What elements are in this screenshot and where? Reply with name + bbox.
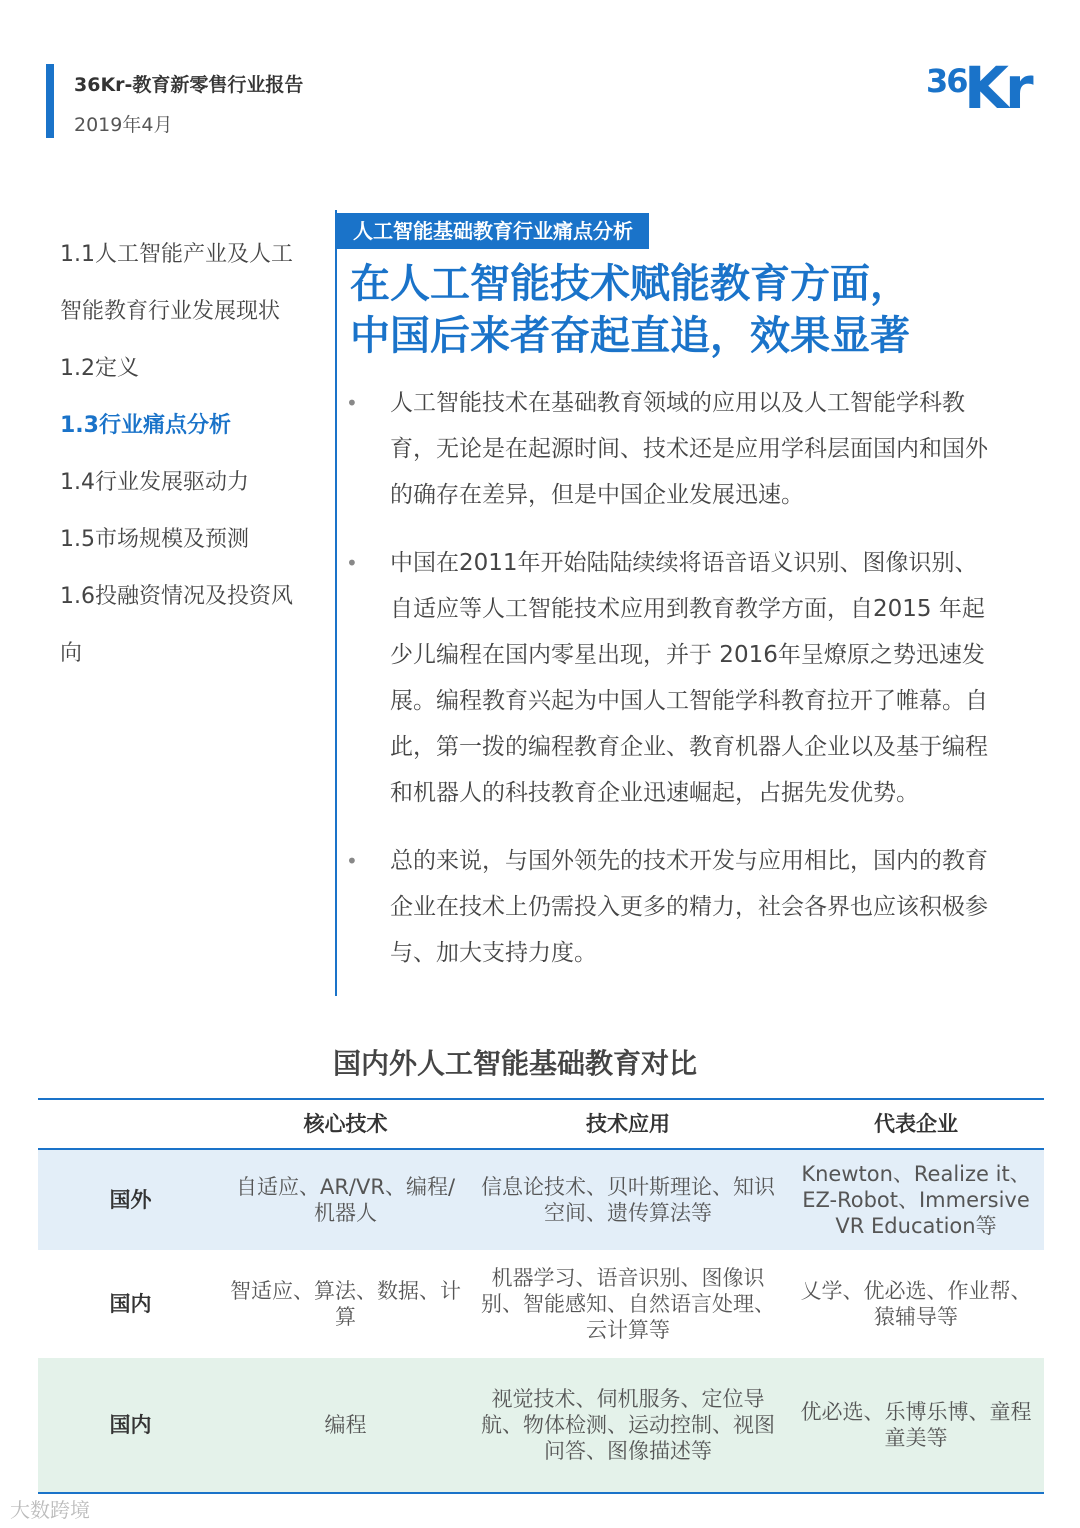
section-divider-line (335, 210, 337, 996)
table-cell: 优必选、乐博乐博、童程童美等 (800, 1400, 1032, 1450)
comparison-table (38, 1098, 1044, 1494)
report-title: 36Kr-教育新零售行业报告 (74, 74, 304, 96)
table-header-row (38, 1100, 1044, 1150)
table-cell: 乂学、优必选、作业帮、猿辅导等 (800, 1279, 1032, 1329)
bullet-dot-icon: • (346, 849, 358, 873)
table-cell: 机器学习、语音识别、图像识别、智能感知、自然语言处理、云计算等 (481, 1266, 775, 1342)
bullet-dot-icon: • (346, 391, 358, 415)
36kr-logo (920, 54, 1040, 126)
table-row (38, 1250, 1044, 1358)
header-cell: 核心技术 (303, 1112, 388, 1136)
toc-item-1-6[interactable]: 1.6投融资情况及投资风向 (60, 584, 293, 666)
page-headline (350, 258, 1050, 362)
table-row (38, 1150, 1044, 1250)
report-date: 2019年4月 (74, 114, 173, 136)
toc-item-1-5[interactable]: 1.5市场规模及预测 (60, 527, 249, 552)
logo-text: Kr (964, 54, 1030, 122)
table-cell: 视觉技术、伺机服务、定位导航、物体检测、运动控制、视图问答、图像描述等 (481, 1387, 775, 1463)
headline-line-2: 中国后来者奋起直追，效果显著 (350, 313, 910, 359)
header-cell: 技术应用 (586, 1112, 670, 1136)
bullet-text: 人工智能技术在基础教育领域的应用以及人工智能学科教育，无论是在起源时间、技术还是应用学科层面国内和国外的确存在差异，但是中国企业发展迅速。 (390, 390, 988, 508)
section-tag: 人工智能基础教育行业痛点分析 (337, 213, 649, 249)
table-cell: 智适应、算法、数据、计算 (230, 1279, 461, 1329)
row-label: 国外 (109, 1188, 152, 1212)
table-title: 国内外人工智能基础教育对比 (332, 1047, 697, 1080)
bullet-text: 中国在2011年开始陆陆续续将语音语义识别、图像识别、自适应等人工智能技术应用到教育教学方面，自2015 年起少儿编程在国内零星出现，并于 2016年呈燎原之势迅速发展。编程教育兴起为中国人工智能学科教育拉开了帷幕。自此，第一拨的编程教育企业、教育机器人企业以及基于编程和机器人的科技教育企业迅速崛起，占据先发优势。 (390, 550, 988, 806)
row-label: 国内 (109, 1292, 152, 1316)
bullet-list (346, 380, 996, 998)
header-accent-bar (46, 64, 54, 138)
table-cell: 自适应、AR/VR、编程/机器人 (235, 1175, 456, 1225)
bullet-dot-icon: • (346, 551, 358, 575)
toc-item-1-4[interactable]: 1.4行业发展驱动力 (60, 470, 249, 495)
bullet-item (346, 540, 996, 816)
toc-item-1-3[interactable]: 1.3行业痛点分析 (60, 413, 231, 438)
table-of-contents (60, 226, 310, 682)
bullet-item (346, 838, 996, 976)
table-cell: 编程 (324, 1413, 367, 1437)
toc-item-1-2[interactable]: 1.2定义 (60, 356, 139, 381)
table-row (38, 1358, 1044, 1494)
watermark: 大数跨境 (10, 1498, 90, 1522)
bullet-text: 总的来说，与国外领先的技术开发与应用相比，国内的教育企业在技术上仍需投入更多的精力，社会各界也应该积极参与、加大支持力度。 (390, 848, 988, 966)
bullet-item (346, 380, 996, 518)
headline-line-1: 在人工智能技术赋能教育方面， (350, 261, 910, 307)
header-cell: 代表企业 (874, 1112, 958, 1136)
logo-number: 36 (926, 62, 967, 100)
toc-item-1-1[interactable]: 1.1人工智能产业及人工智能教育行业发展现状 (60, 242, 293, 324)
table-cell: Knewton、Realize it、EZ-Robot、Immersive VR Education等 (801, 1162, 1031, 1238)
table-cell: 信息论技术、贝叶斯理论、知识空间、遗传算法等 (481, 1175, 775, 1225)
row-label: 国内 (109, 1413, 152, 1437)
